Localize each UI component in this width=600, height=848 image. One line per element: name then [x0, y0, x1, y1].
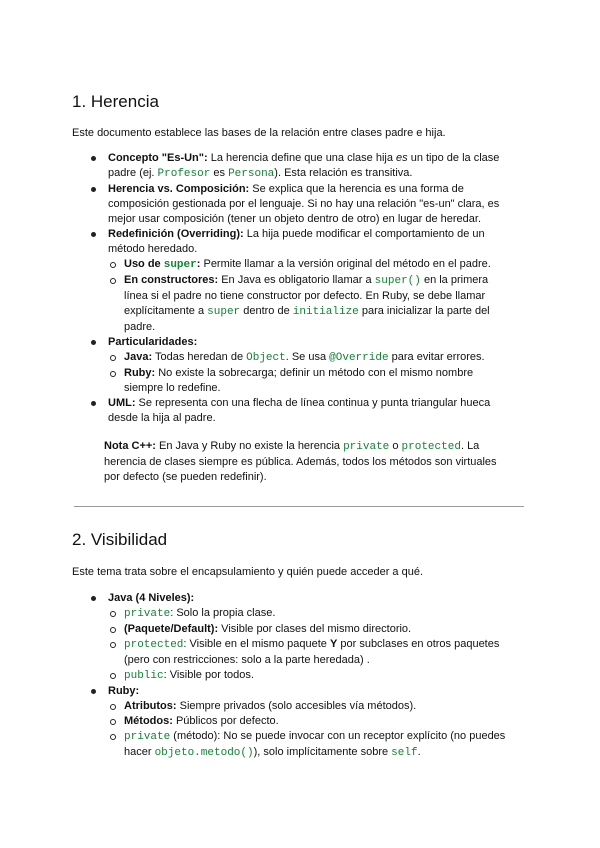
circle-bullet-icon: [110, 699, 116, 715]
list-item-uml: UML: Se representa con una flecha de línea continua y punta triangular hueca desde la hija al padre.: [88, 396, 508, 426]
code-persona: Persona: [228, 168, 275, 180]
sublist-item-constructores: En constructores: En Java es obligatorio llamar a super() en la primera línea si el padre no tiene constructor por defecto. En Ruby, se debe llamar explícitamente a super dentro de initialize para inicializar la parte del padre.: [88, 273, 508, 335]
list-item-java-niveles: Java (4 Niveles): private: Solo la propia clase. (Paquete/Default): Visible por clases del mismo directorio. protected: Visible en el mismo paquete Y por subclases en otros paquetes (pero con restricciones: solo a la parte heredada) . public: Visible por todos.: [88, 591, 508, 684]
sublist-item-protected: protected: Visible en el mismo paquete Y por subclases en otros paquetes (pero con restricciones: solo a la parte heredada) .: [88, 637, 508, 668]
sublist-item-ruby: Ruby: No existe la sobrecarga; definir un método con el mismo nombre siempre lo redefine.: [88, 366, 508, 396]
note-cpp: Nota C++: En Java y Ruby no existe la herencia private o protected. La herencia de clases siempre es pública. Además, todos los métodos son virtuales por defecto (se pueden redefinir).: [104, 440, 497, 483]
section-heading-visibilidad: 2. Visibilidad: [72, 530, 168, 549]
java-niveles-sublist: [88, 606, 508, 684]
list-item-herencia-vs-composicion: Herencia vs. Composición: Se explica que la herencia es una forma de composición gestionada por el lenguaje. Si no hay una relación "es-un" clara, es mejor usar composición (tener un objeto dentro de otro) en lugar de heredar.: [88, 182, 508, 227]
circle-bullet-icon: [110, 714, 116, 730]
sublist-item-atributos: Atributos: Siempre privados (solo accesibles vía métodos).: [88, 699, 508, 714]
circle-bullet-icon: [110, 668, 116, 684]
bullet-icon: [91, 182, 96, 197]
herencia-list: [88, 151, 508, 426]
sublist-item-private: private: Solo la propia clase.: [88, 606, 508, 622]
sublist-item-java: Java: Todas heredan de Object. Se usa @Override para evitar errores.: [88, 350, 508, 366]
bullet-icon: [91, 591, 96, 606]
sublist-item-uso-super: Uso de super: Permite llamar a la versión original del método en el padre.: [88, 257, 508, 273]
code-profesor: Profesor: [157, 168, 211, 180]
ruby-sublist: [88, 699, 508, 761]
bullet-icon: [91, 684, 96, 699]
sublist-item-paquete: (Paquete/Default): Visible por clases del mismo directorio.: [88, 622, 508, 637]
section-heading-herencia: 1. Herencia: [72, 92, 159, 111]
section-divider: [74, 506, 524, 507]
circle-bullet-icon: [110, 637, 116, 653]
sublist-item-public: public: Visible por todos.: [88, 668, 508, 684]
sublist-item-metodos: Métodos: Públicos por defecto.: [88, 714, 508, 729]
list-item-particularidades: Particularidades: Java: Todas heredan de Object. Se usa @Override para evitar errores. Ruby: No existe la sobrecarga; definir un método con el mismo nombre siempre lo redefine.: [88, 335, 508, 396]
intro-paragraph: Este documento establece las bases de la relación entre clases padre e hija.: [72, 127, 446, 139]
bullet-icon: [91, 227, 96, 242]
visibilidad-list: [88, 591, 508, 761]
list-item-ruby: Ruby: Atributos: Siempre privados (solo accesibles vía métodos). Métodos: Públicos por defecto. private (método): No se puede invocar con un receptor explícito (no puedes hacer objeto.metodo()), solo implícitamente sobre self.: [88, 684, 508, 761]
list-item-redefinicion: Redefinición (Overriding): La hija puede modificar el comportamiento de un método heredado. Uso de super: Permite llamar a la versión original del método en el padre. En constructores: En Java es obligatorio llamar a super() en la primera línea si el padre no tiene constructor por defecto. En Ruby, se debe llamar explícitamente a super dentro de initialize para inicializar la parte del padre.: [88, 227, 508, 335]
bullet-icon: [91, 335, 96, 350]
bullet-icon: [91, 396, 96, 411]
circle-bullet-icon: [110, 366, 116, 382]
redefinicion-sublist: [88, 257, 508, 335]
particularidades-sublist: [88, 350, 508, 396]
circle-bullet-icon: [110, 622, 116, 638]
sublist-item-private-metodo: private (método): No se puede invocar con un receptor explícito (no puedes hacer objeto.metodo()), solo implícitamente sobre self.: [88, 729, 508, 761]
circle-bullet-icon: [110, 729, 116, 745]
circle-bullet-icon: [110, 606, 116, 622]
circle-bullet-icon: [110, 350, 116, 366]
circle-bullet-icon: [110, 273, 116, 289]
list-item-concepto: Concepto "Es-Un": La herencia define que una clase hija es un tipo de la clase padre (ej. Profesor es Persona). Esta relación es transitiva.: [88, 151, 508, 182]
bullet-icon: [91, 151, 96, 166]
circle-bullet-icon: [110, 257, 116, 273]
intro-paragraph-visibilidad: Este tema trata sobre el encapsulamiento y quién puede acceder a qué.: [72, 566, 424, 578]
